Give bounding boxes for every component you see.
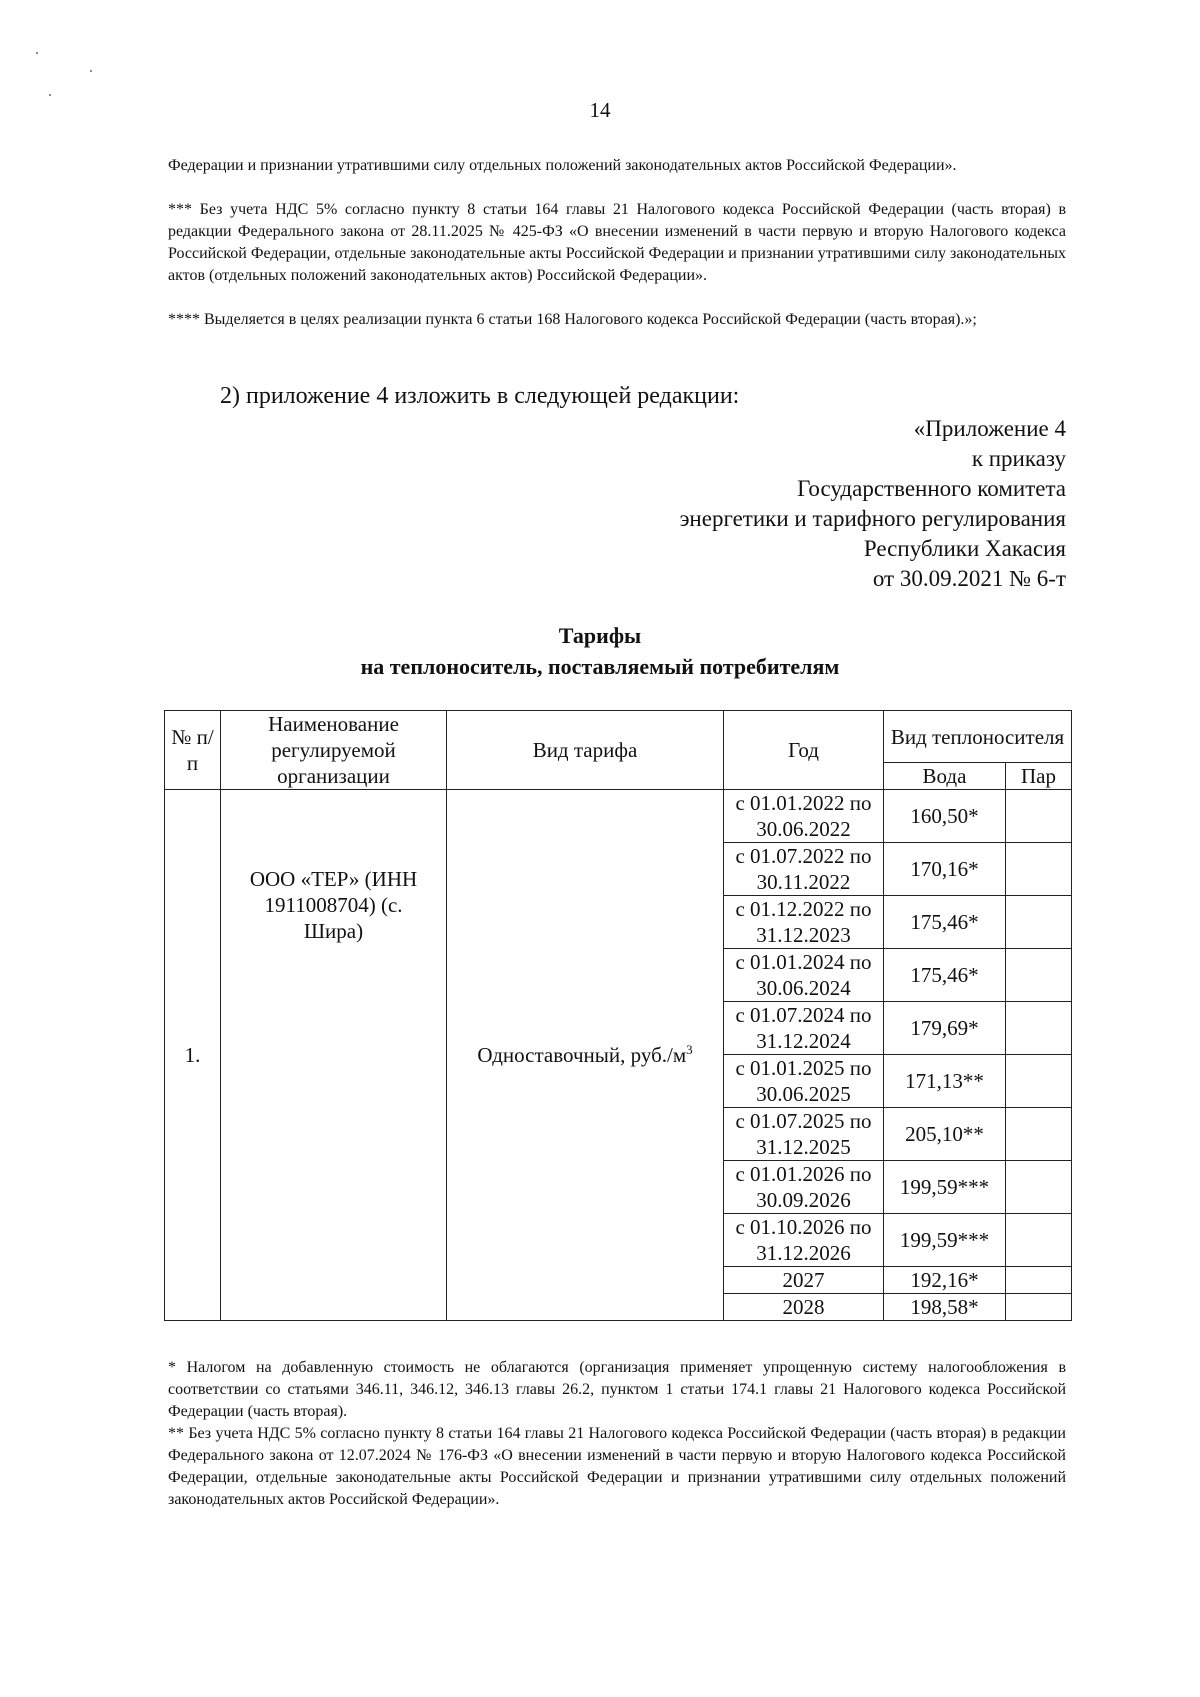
water-tariff-cell: 192,16* bbox=[884, 1267, 1006, 1294]
document-title bbox=[0, 620, 1200, 682]
appendix-heading bbox=[680, 414, 1066, 594]
header-steam: Пар bbox=[1006, 763, 1072, 790]
title-main: Тарифы bbox=[558, 623, 642, 648]
steam-tariff-cell bbox=[1006, 1214, 1072, 1267]
water-tariff-cell: 171,13** bbox=[884, 1055, 1006, 1108]
period-cell: с 01.12.2022 по 31.12.2023 bbox=[724, 896, 884, 949]
water-tariff-cell: 175,46* bbox=[884, 896, 1006, 949]
period-cell: с 01.07.2024 по 31.12.2024 bbox=[724, 1002, 884, 1055]
scan-speck bbox=[90, 70, 92, 72]
row-number: 1. bbox=[165, 790, 221, 1321]
appendix-line: Республики Хакасия bbox=[863, 536, 1066, 561]
amendment-item: 2) приложение 4 изложить в следующей редакции: bbox=[220, 383, 740, 409]
title-subtitle: на теплоноситель, поставляемый потребителям bbox=[360, 654, 840, 679]
water-tariff-cell: 199,59*** bbox=[884, 1161, 1006, 1214]
period-cell: 2027 bbox=[724, 1267, 884, 1294]
period-cell: с 01.01.2026 по 30.09.2026 bbox=[724, 1161, 884, 1214]
water-tariff-cell: 205,10** bbox=[884, 1108, 1006, 1161]
appendix-line: «Приложение 4 bbox=[913, 416, 1066, 441]
period-cell: 2028 bbox=[724, 1294, 884, 1321]
steam-tariff-cell bbox=[1006, 843, 1072, 896]
table-row bbox=[165, 790, 1072, 843]
steam-tariff-cell bbox=[1006, 896, 1072, 949]
water-tariff-cell: 198,58* bbox=[884, 1294, 1006, 1321]
tariff-type bbox=[447, 790, 724, 1321]
footnote-continuation: Федерации и признании утратившими силу отдельных положений законодательных актов Российской Федерации». bbox=[168, 157, 957, 174]
period-cell: с 01.07.2022 по 30.11.2022 bbox=[724, 843, 884, 896]
tariff-type-label: Одноставочный, руб./м bbox=[477, 1043, 687, 1067]
appendix-line: от 30.09.2021 № 6-т bbox=[872, 566, 1066, 591]
water-tariff-cell: 175,46* bbox=[884, 949, 1006, 1002]
steam-tariff-cell bbox=[1006, 790, 1072, 843]
header-heat-carrier: Вид теплоносителя bbox=[884, 711, 1072, 763]
tariff-table-body bbox=[165, 711, 1072, 1321]
table-header-row bbox=[165, 711, 1072, 763]
footnote-single-asterisk: * Налогом на добавленную стоимость не облагаются (организация применяет упрощенную систему налогообложения в соответствии со статьями 346.11, 346.12, 346.13 главы 26.2, пунктом 1 статьи 174.1 главы 21 Налогового кодекса Российской Федерации (часть вторая). bbox=[168, 1359, 1066, 1420]
appendix-line: к приказу bbox=[971, 446, 1066, 471]
period-cell: с 01.07.2025 по 31.12.2025 bbox=[724, 1108, 884, 1161]
period-cell: с 01.10.2026 по 31.12.2026 bbox=[724, 1214, 884, 1267]
water-tariff-cell: 179,69* bbox=[884, 1002, 1006, 1055]
header-number: № п/п bbox=[165, 711, 221, 790]
steam-tariff-cell bbox=[1006, 949, 1072, 1002]
water-tariff-cell: 170,16* bbox=[884, 843, 1006, 896]
water-tariff-cell: 160,50* bbox=[884, 790, 1006, 843]
steam-tariff-cell bbox=[1006, 1108, 1072, 1161]
tariff-table bbox=[164, 710, 1072, 1321]
unit-exponent: 3 bbox=[686, 1042, 693, 1057]
organization-name: ООО «ТЕР» (ИНН 1911008704) (с. Шира) bbox=[221, 790, 447, 1321]
header-year: Год bbox=[724, 711, 884, 790]
steam-tariff-cell bbox=[1006, 1267, 1072, 1294]
page-number: 14 bbox=[589, 98, 611, 122]
appendix-line: энергетики и тарифного регулирования bbox=[679, 506, 1066, 531]
water-tariff-cell: 199,59*** bbox=[884, 1214, 1006, 1267]
footnote-double-asterisk: ** Без учета НДС 5% согласно пункту 8 статьи 164 главы 21 Налогового кодекса Российской Федерации (часть вторая) в редакции Федерального закона от 12.07.2024 № 176-ФЗ «О внесении изменений в части первую и вторую Налогового кодекса Российской Федерации, отдельные законодательные акты Российской Федерации и признании утратившими силу отдельных положений законодательных актов Российской Федерации». bbox=[168, 1425, 1066, 1508]
appendix-line: Государственного комитета bbox=[797, 476, 1066, 501]
period-cell: с 01.01.2025 по 30.06.2025 bbox=[724, 1055, 884, 1108]
steam-tariff-cell bbox=[1006, 1161, 1072, 1214]
steam-tariff-cell bbox=[1006, 1002, 1072, 1055]
period-cell: с 01.01.2022 по 30.06.2022 bbox=[724, 790, 884, 843]
scan-speck bbox=[36, 52, 38, 54]
steam-tariff-cell bbox=[1006, 1294, 1072, 1321]
footnote-triple-asterisk: *** Без учета НДС 5% согласно пункту 8 статьи 164 главы 21 Налогового кодекса Российской Федерации (часть вторая) в редакции Федерального закона от 28.11.2025 № 425-ФЗ «О внесении изменений в части первую и вторую Налогового кодекса Российской Федерации, отдельные законодательные акты Российской Федерации и признании утратившими силу законодательных актов (отдельных положений законодательных актов) Российской Федерации». bbox=[168, 201, 1066, 284]
header-organization: Наименование регулируемой организации bbox=[221, 711, 447, 790]
header-water: Вода bbox=[884, 763, 1006, 790]
footnote-quadruple-asterisk: **** Выделяется в целях реализации пункта 6 статьи 168 Налогового кодекса Российской Федерации (часть вторая).»; bbox=[168, 311, 977, 328]
scan-speck bbox=[49, 94, 51, 96]
period-cell: с 01.01.2024 по 30.06.2024 bbox=[724, 949, 884, 1002]
steam-tariff-cell bbox=[1006, 1055, 1072, 1108]
header-tariff-type: Вид тарифа bbox=[447, 711, 724, 790]
